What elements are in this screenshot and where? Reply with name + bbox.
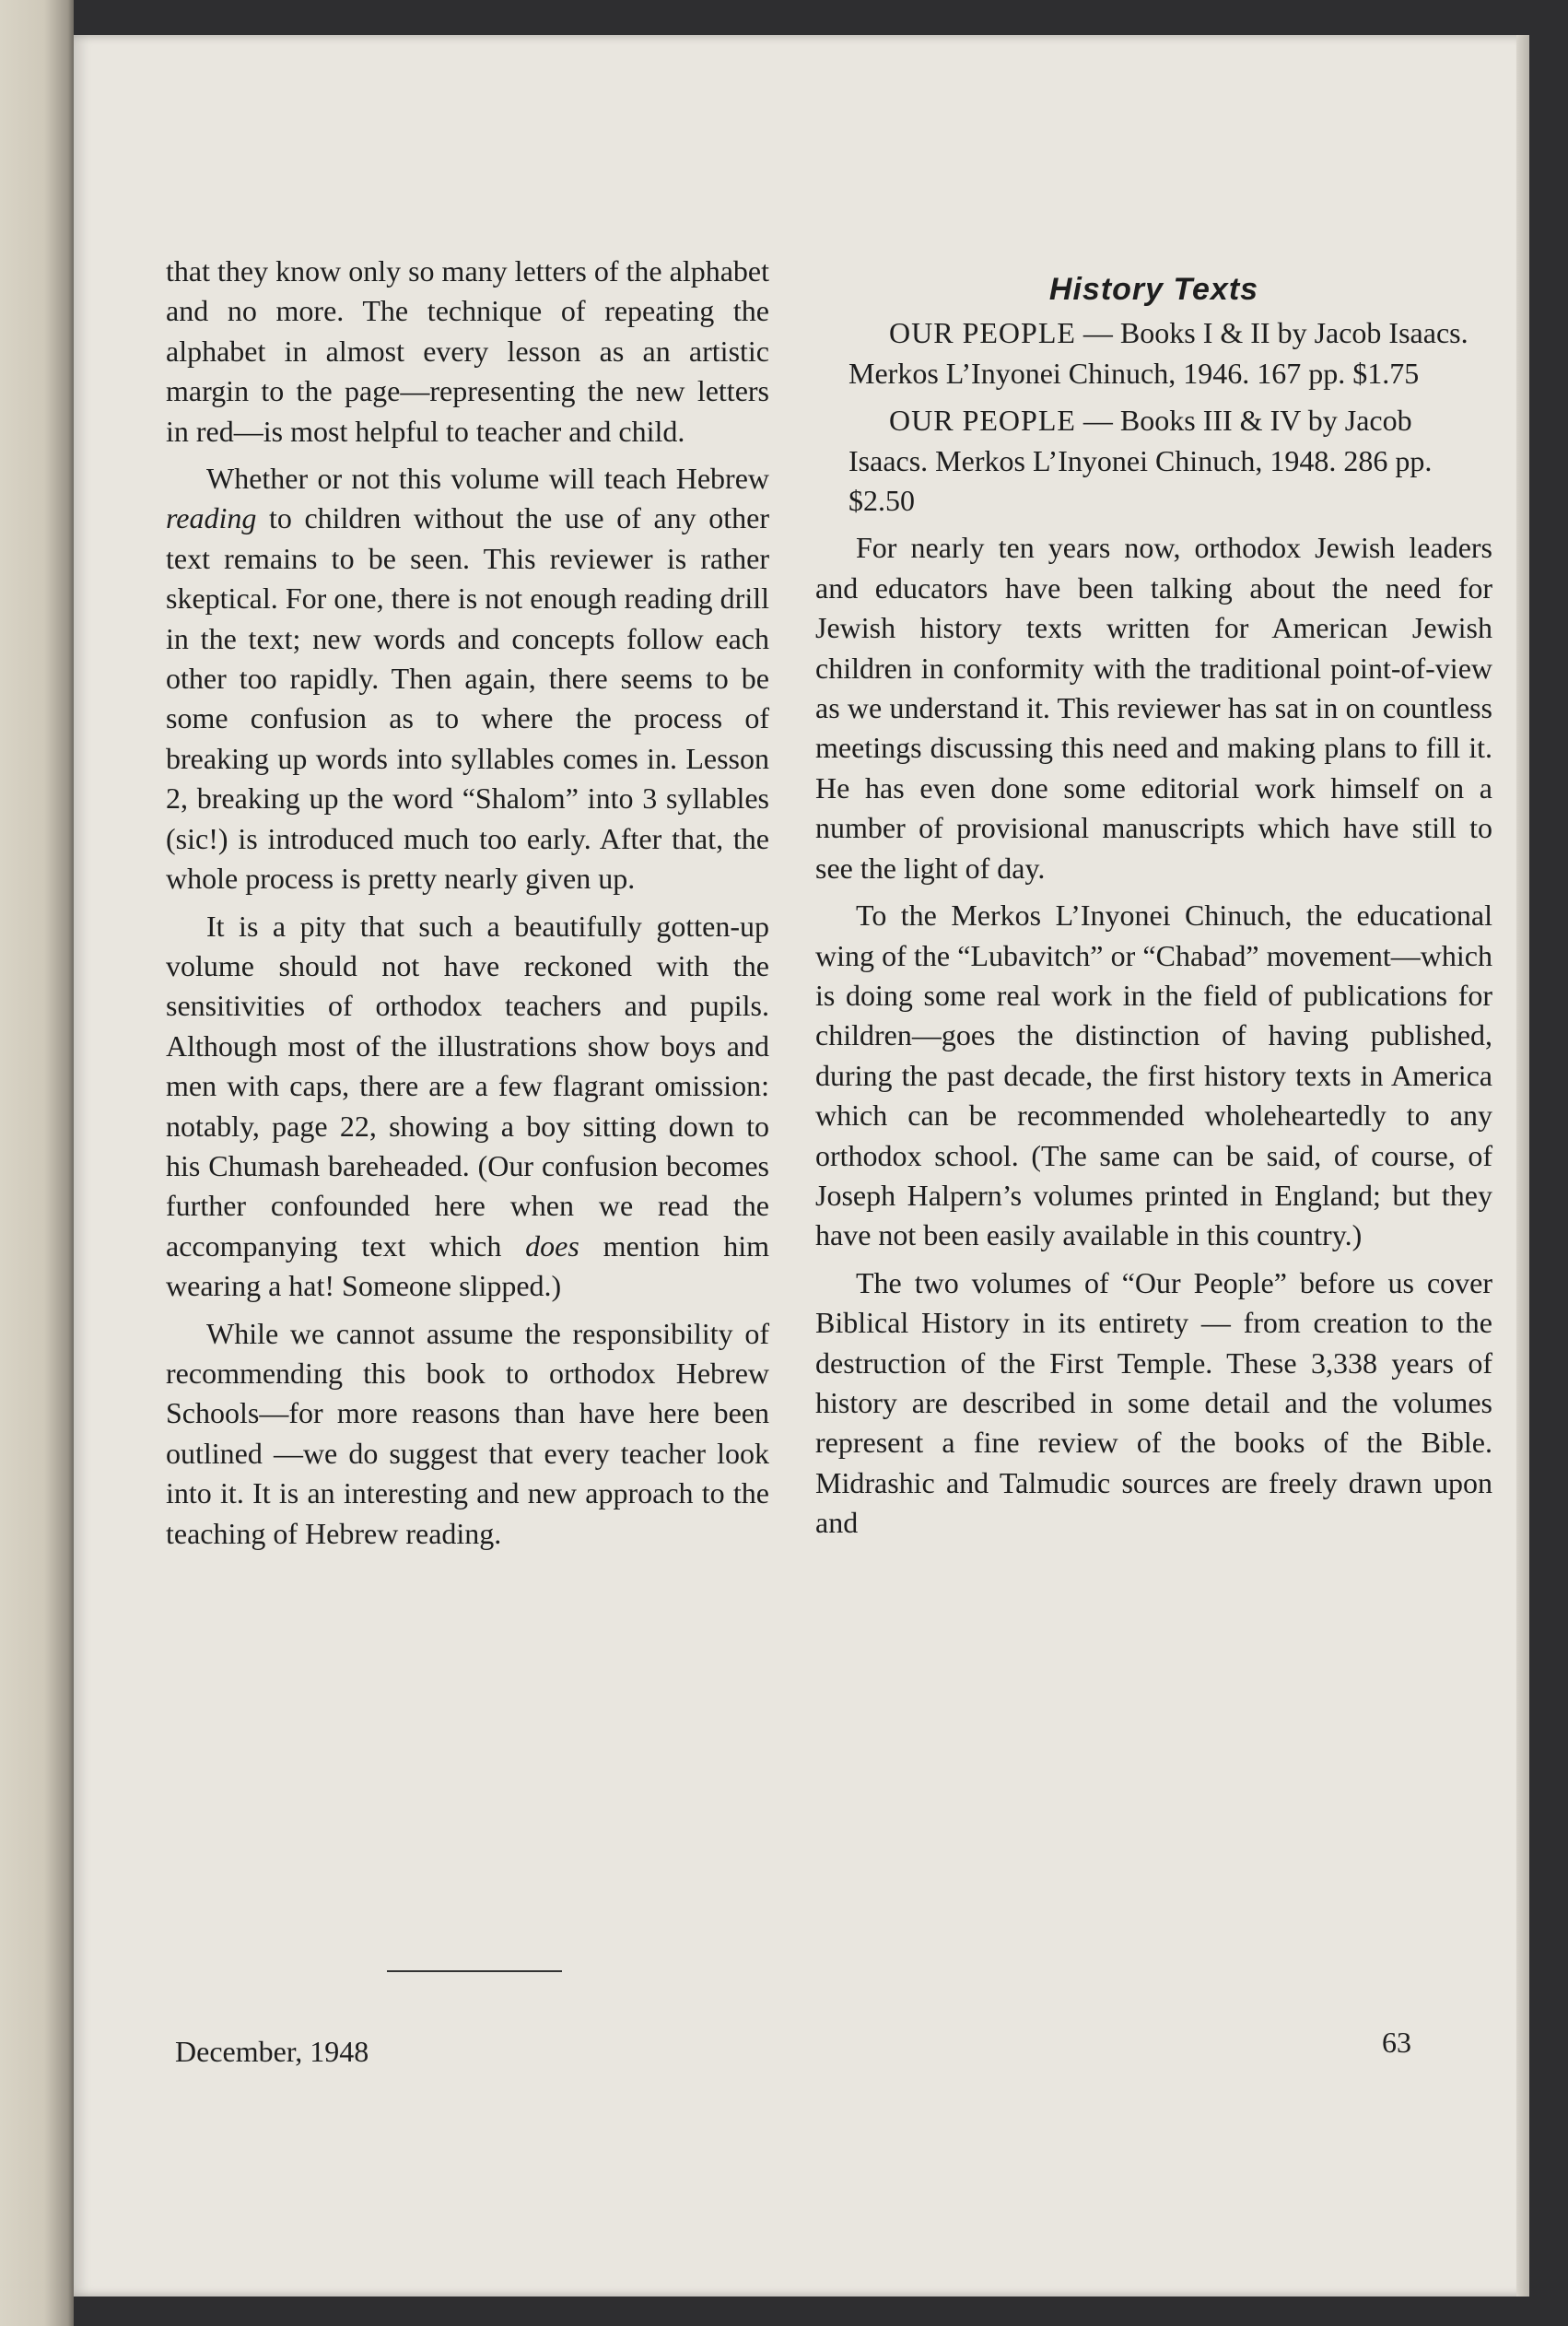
page — [74, 35, 1529, 2297]
right-paragraph-1: For nearly ten years now, orthodox Jewish leaders and educators have been talking about the need for Jewish history texts written for American Jewish children in conformity with the traditional point-of-view as we understand it. This reviewer has sat in on countless meetings discussing this need and making plans to fill it. He has even done some editorial work himself on a number of provisional manuscripts which have still to see the light of day. — [815, 531, 1492, 885]
footer-date: December, 1948 — [175, 2035, 369, 2068]
emphasis-does: does — [525, 1228, 579, 1263]
page-number: 63 — [1382, 2026, 1411, 2059]
emphasis-reading: reading — [166, 501, 257, 535]
left-paragraph-3: It is a pity that such a beautifully gotten-up volume should not have reckoned with the sensitivities of orthodox teachers and pupils. Although most of the illustrations show boys and men with caps, there are a few flagrant omission: notably, page 22, showing a boy sitting down to his Chumash bareheaded. (Our confusion becomes further confounded here when we read the accompanying text which does mention him wearing a hat! Someone slipped.) — [166, 909, 769, 1303]
right-paragraph-3: The two volumes of “Our People” before us cover Biblical History in its entirety — from creation to the destruction of the First Temple. These 3,338 years of history are described in some detail and the volumes represent a fine review of the books of the Bible. Midrashic and Talmudic sources are freely drawn upon and — [815, 1265, 1492, 1540]
right-paragraph-2: To the Merkos L’Inyonei Chinuch, the educational wing of the “Lubavitch” or “Chabad” movement—which is doing some real work in the field of publications for children—goes the distinction of having published, during the past decade, the first history texts in America which can be recommended wholeheartedly to any orthodox school. (The same can be said, of course, of Joseph Halpern’s volumes printed in England; but they have not been easily available in this country.) — [815, 899, 1492, 1252]
section-title: History Texts — [1048, 272, 1259, 307]
left-paragraph-1: that they know only so many letters of the alphabet and no more. The technique of repeating the alphabet in almost every lesson as an artistic margin to the page—representing the new letters in red—is most helpful to teacher and child. — [166, 254, 769, 448]
book-spine — [0, 0, 74, 2326]
left-column — [166, 252, 769, 1561]
right-column — [815, 270, 1492, 1551]
section-divider-rule — [387, 1970, 562, 1972]
book-entry-1: OUR PEOPLE — Books I & II by Jacob Isaacs. Merkos L’Inyonei Chinuch, 1946. 167 pp. $1.75 — [848, 316, 1469, 390]
left-paragraph-2: Whether or not this volume will teach Hebrew reading to children without the use of any other text remains to be seen. This reviewer is rather skeptical. For one, there is not enough reading drill in the text; new words and concepts follow each other too rapidly. Then again, there seems to be some confusion as to where the process of breaking up words into syllables comes in. Lesson 2, breaking up the word “Shalom” into 3 syllables (sic!) is introduced much too early. After that, the whole process is pretty nearly given up. — [166, 462, 769, 896]
book-entry-2: OUR PEOPLE — Books III & IV by Jacob Isaacs. Merkos L’Inyonei Chinuch, 1948. 286 pp. $2.50 — [848, 404, 1433, 518]
left-paragraph-4: While we cannot assume the responsibility of recommending this book to orthodox Hebrew Schools—for more reasons than have here been outlined —we do suggest that every teacher look into it. It is an interesting and new approach to the teaching of Hebrew reading. — [166, 1316, 769, 1550]
page-edge — [1516, 35, 1529, 2297]
